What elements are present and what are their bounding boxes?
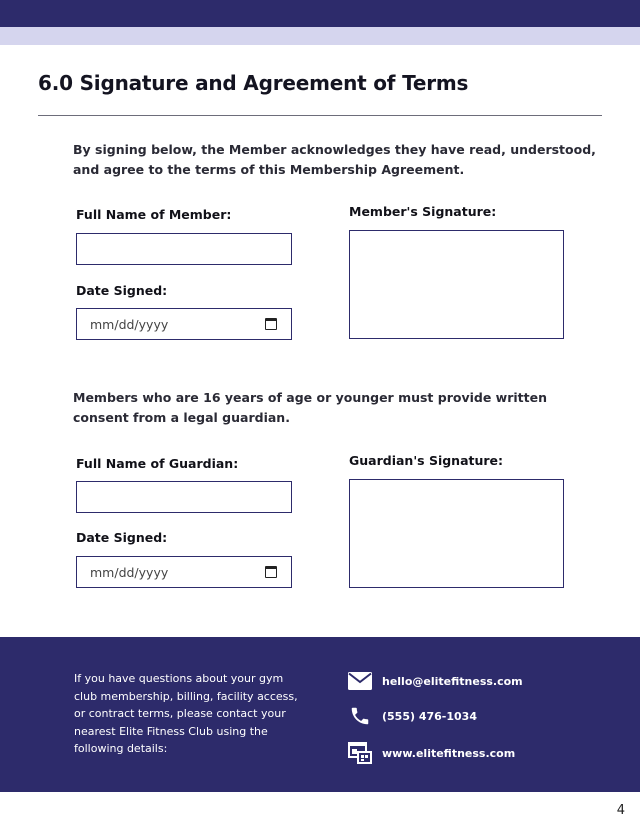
guardian-consent-note: Members who are 16 years of age or younger must provide written consent from a legal guardian. [73, 390, 547, 425]
guardian-signature-label: Guardian's Signature: [349, 453, 504, 468]
member-name-input[interactable] [76, 233, 292, 265]
member-date-label: Date Signed: [76, 283, 168, 298]
contact-email[interactable] [348, 670, 523, 692]
footer-help-text: If you have questions about your gym club membership, billing, facility access, or contract terms, please contact your nearest Elite Fitness Club using the following details: [74, 672, 298, 755]
guardian-name-input[interactable] [76, 481, 292, 513]
sub-banner [0, 27, 640, 45]
contact-phone[interactable] [348, 705, 477, 727]
phone-icon [348, 705, 372, 727]
contact-website-text[interactable]: www.elitefitness.com [382, 746, 516, 760]
contact-email-text[interactable]: hello@elitefitness.com [382, 674, 523, 688]
guardian-signature-box[interactable] [349, 479, 564, 588]
contact-phone-text[interactable]: (555) 476-1034 [382, 709, 477, 723]
member-acknowledgement-text: By signing below, the Member acknowledges they have read, understood, and agree to the terms of this Membership Agreement. [73, 142, 596, 177]
guardian-name-label: Full Name of Guardian: [76, 456, 239, 471]
page-number: 4 [616, 803, 625, 818]
member-date-input[interactable] [76, 308, 292, 340]
contact-website[interactable] [348, 742, 516, 764]
calendar-icon[interactable] [265, 566, 277, 578]
top-banner [0, 0, 640, 27]
envelope-icon [348, 670, 372, 692]
member-date-placeholder: mm/dd/yyyy [90, 317, 169, 332]
contact-footer [0, 637, 640, 792]
section-title: 6.0 Signature and Agreement of Terms [38, 71, 469, 95]
website-icon [348, 742, 372, 764]
member-name-label: Full Name of Member: [76, 207, 232, 222]
member-signature-label: Member's Signature: [349, 204, 497, 219]
title-divider [38, 115, 602, 116]
member-signature-box[interactable] [349, 230, 564, 339]
calendar-icon[interactable] [265, 318, 277, 330]
guardian-date-placeholder: mm/dd/yyyy [90, 565, 169, 580]
guardian-date-input[interactable] [76, 556, 292, 588]
guardian-date-label: Date Signed: [76, 530, 168, 545]
